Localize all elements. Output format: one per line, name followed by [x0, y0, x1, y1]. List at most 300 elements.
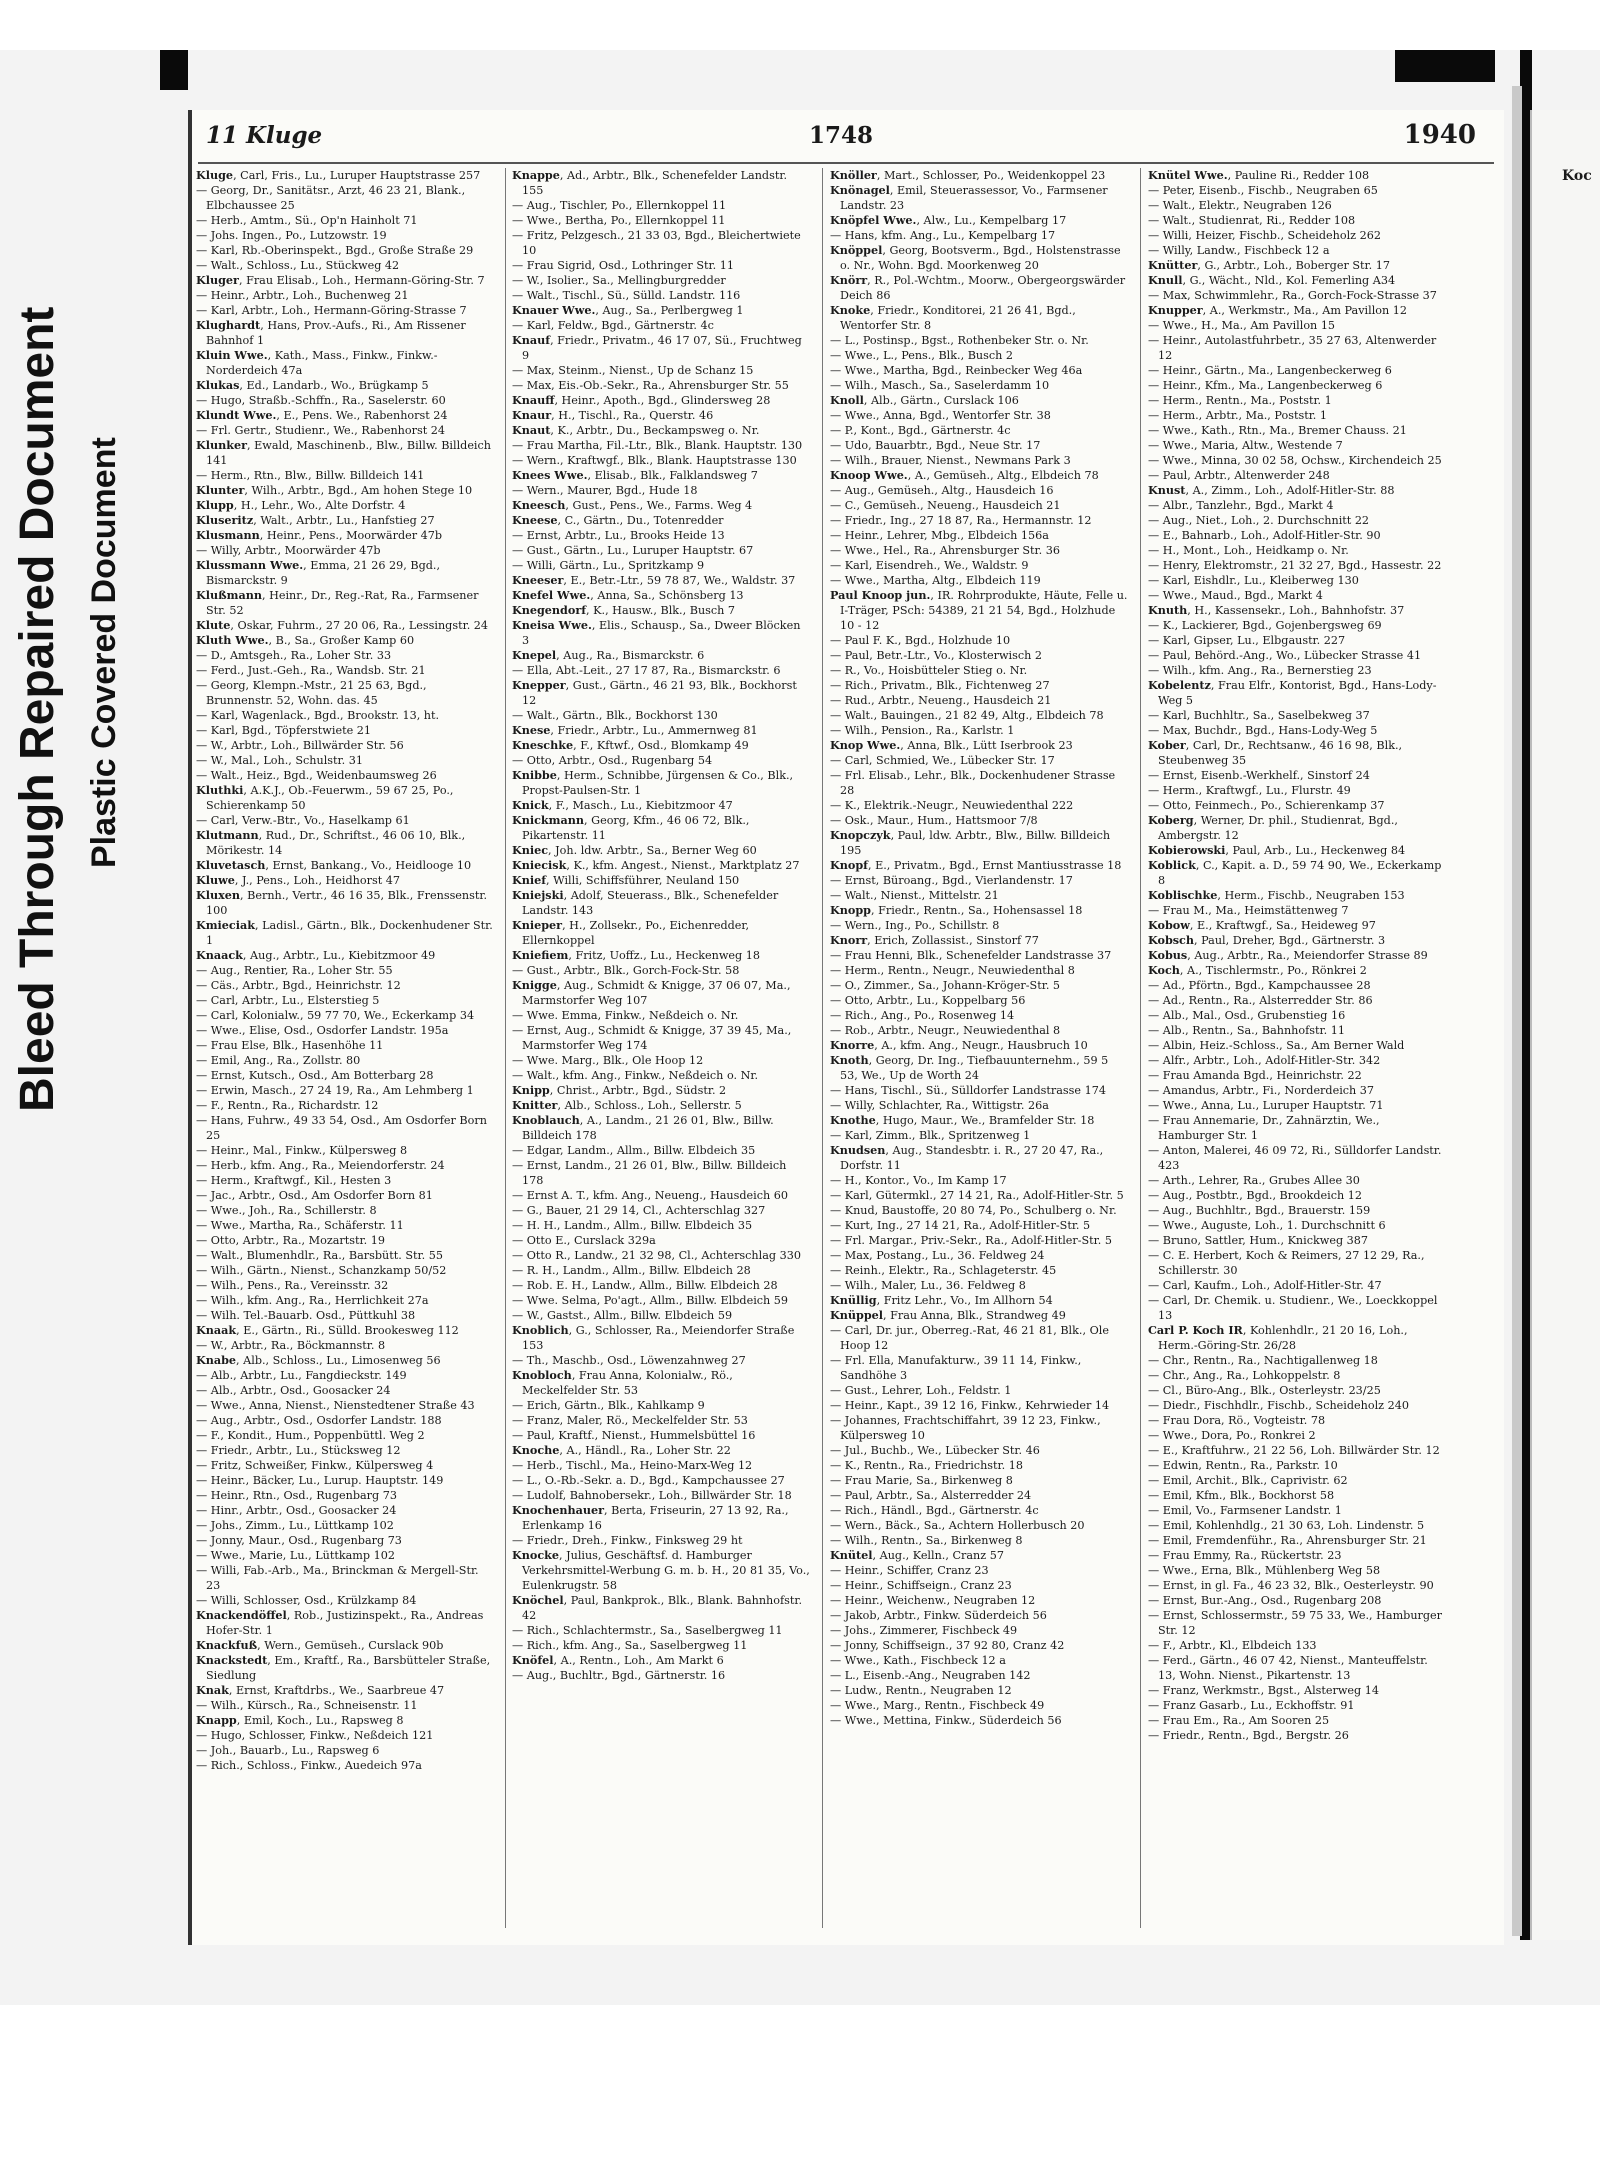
directory-entry: — Friedr., Ing., 27 18 87, Ra., Hermannstr. 12 — [830, 514, 1092, 527]
directory-entry: — Aug., Arbtr., Osd., Osdorfer Landstr. 188 — [196, 1414, 442, 1427]
directory-entry: Kluthki, A.K.J., Ob.-Feuerwm., 59 67 25, Po., Schierenkamp 50 — [196, 783, 454, 812]
column-divider — [822, 168, 823, 1928]
directory-entry: — Erich, Gärtn., Blk., Kahlkamp 9 — [512, 1399, 705, 1412]
directory-entry: — Hugo, Straßb.-Schffn., Ra., Saselerstr. 60 — [196, 394, 446, 407]
directory-entry: Klute, Oskar, Fuhrm., 27 20 06, Ra., Lessingstr. 24 — [196, 618, 489, 632]
directory-entry: — Otto, Arbtr., Lu., Koppelbarg 56 — [830, 994, 1026, 1007]
directory-entry: — Joh., Bauarb., Lu., Rapsweg 6 — [196, 1744, 380, 1757]
directory-entry: Knüllig, Fritz Lehr., Vo., Im Allhorn 54 — [830, 1293, 1053, 1307]
page-header — [206, 118, 1476, 154]
directory-entry: — Max, Schwimmlehr., Ra., Gorch-Fock-Strasse 37 — [1148, 289, 1437, 302]
directory-entry: — Ernst, Eisenb.-Werkhelf., Sinstorf 24 — [1148, 769, 1370, 782]
directory-entry: — Carl, Dr. jur., Oberreg.-Rat, 46 21 81, Blk., Ole Hoop 12 — [830, 1324, 1109, 1352]
directory-entry: — Wwe., Maria, Altw., Westende 7 — [1148, 439, 1343, 452]
directory-entry: — Gust., Lehrer, Loh., Feldstr. 1 — [830, 1384, 1012, 1397]
directory-entry: — Rich., Ang., Po., Rosenweg 14 — [830, 1009, 1015, 1022]
directory-entry: — Heinr., Arbtr., Loh., Buchenweg 21 — [196, 289, 409, 302]
directory-entry: — Walt., Blumenhdlr., Ra., Barsbütt. Str. 55 — [196, 1249, 443, 1262]
directory-entry: — Wwe., Elise, Osd., Osdorfer Landstr. 195a — [196, 1024, 449, 1037]
directory-entry: Kobierowski, Paul, Arb., Lu., Heckenweg 84 — [1148, 843, 1406, 857]
directory-entry: Knees Wwe., Elisab., Blk., Falklandsweg 7 — [512, 468, 758, 482]
directory-entry: — Knud, Baustoffe, 20 80 74, Po., Schulberg o. Nr. — [830, 1204, 1117, 1217]
directory-entry: — Henry, Elektromstr., 21 32 27, Bgd., Hassestr. 22 — [1148, 559, 1442, 572]
directory-entry: — Reinh., Elektr., Ra., Schlageterstr. 45 — [830, 1264, 1057, 1277]
directory-entry: — Walt., Elektr., Neugraben 126 — [1148, 199, 1332, 212]
directory-entry: — Wilh., Kürsch., Ra., Schneisenstr. 11 — [196, 1699, 418, 1712]
directory-entry: Kniejski, Adolf, Steuerass., Blk., Schenefelder Landstr. 143 — [512, 888, 779, 917]
directory-entry: — Heinr., Schiffer, Cranz 23 — [830, 1564, 989, 1577]
directory-entry: — Paul, Betr.-Ltr., Vo., Klosterwisch 2 — [830, 649, 1043, 662]
directory-entry: Knepper, Gust., Gärtn., 46 21 93, Blk., Bockhorst 12 — [512, 678, 797, 707]
directory-entry: — Emil, Kohlenhdlg., 21 30 63, Loh. Lindenstr. 5 — [1148, 1519, 1425, 1532]
directory-entry: — Hans, Fuhrw., 49 33 54, Osd., Am Osdorfer Born 25 — [196, 1114, 487, 1142]
entries-column-2 — [512, 168, 810, 1928]
directory-entry: Knackstedt, Em., Kraftf., Ra., Barsbütteler Straße, Siedlung — [196, 1653, 491, 1682]
directory-entry: Knörr, R., Pol.-Wchtm., Moorw., Obergeorgswärder Deich 86 — [830, 273, 1126, 302]
directory-entry: — Frau Henni, Blk., Schenefelder Landstrasse 37 — [830, 949, 1112, 962]
directory-entry: — C. E. Herbert, Koch & Reimers, 27 12 29, Ra., Schillerstr. 30 — [1148, 1249, 1425, 1277]
directory-entry: — Wilh., Pension., Ra., Karlstr. 1 — [830, 724, 1015, 737]
directory-entry: — Hugo, Schlosser, Finkw., Neßdeich 121 — [196, 1729, 434, 1742]
directory-entry: Knönagel, Emil, Steuerassessor, Vo., Farmsener Landstr. 23 — [830, 183, 1108, 212]
directory-entry: Knütel Wwe., Pauline Ri., Redder 108 — [1148, 168, 1370, 182]
directory-entry: — Alb., Rentn., Sa., Bahnhofstr. 11 — [1148, 1024, 1345, 1037]
directory-entry: — Wilh., Gärtn., Nienst., Schanzkamp 50/52 — [196, 1264, 447, 1277]
directory-entry: Klundt Wwe., E., Pens. We., Rabenhorst 24 — [196, 408, 448, 422]
entries-column-4 — [1148, 168, 1446, 1928]
directory-entry: — Heinr., Lehrer, Mbg., Elbdeich 156a — [830, 529, 1049, 542]
directory-entry: Knaack, Aug., Arbtr., Lu., Kiebitzmoor 49 — [196, 948, 436, 962]
directory-entry: — Johannes, Frachtschiffahrt, 39 12 23, Finkw., Külpersweg 10 — [830, 1414, 1101, 1442]
directory-entry: Knoblauch, A., Landm., 21 26 01, Blw., Billw. Billdeich 178 — [512, 1113, 774, 1142]
directory-entry: — Karl, Gütermkl., 27 14 21, Ra., Adolf-Hitler-Str. 5 — [830, 1189, 1124, 1202]
directory-entry: Koblick, C., Kapit. a. D., 59 74 90, We., Eckerkamp 8 — [1148, 858, 1442, 887]
directory-entry: — Wwe., Auguste, Loh., 1. Durchschnitt 6 — [1148, 1219, 1386, 1232]
directory-entry: — Erwin, Masch., 27 24 19, Ra., Am Lehmberg 1 — [196, 1084, 474, 1097]
directory-entry: — Frau M., Ma., Heimstättenweg 7 — [1148, 904, 1349, 917]
directory-entry: — D., Amtsgeh., Ra., Loher Str. 33 — [196, 649, 392, 662]
directory-entry: — Frau Emmy, Ra., Rückertstr. 23 — [1148, 1549, 1342, 1562]
directory-entry: — Frau Em., Ra., Am Sooren 25 — [1148, 1714, 1330, 1727]
directory-entry: — Hinr., Arbtr., Osd., Goosacker 24 — [196, 1504, 397, 1517]
directory-entry: Knütter, G., Arbtr., Loh., Boberger Str. 17 — [1148, 258, 1390, 272]
directory-entry: Kober, Carl, Dr., Rechtsanw., 46 16 98, Blk., Steubenweg 35 — [1148, 738, 1403, 767]
directory-entry: — W., Arbtr., Ra., Böckmannstr. 8 — [196, 1339, 386, 1352]
directory-entry: — Herm., Arbtr., Ma., Poststr. 1 — [1148, 409, 1328, 422]
directory-entry: Kneesch, Gust., Pens., We., Farms. Weg 4 — [512, 498, 753, 512]
directory-entry: — Frau Else, Blk., Hasenhöhe 11 — [196, 1039, 384, 1052]
directory-entry: Knief, Willi, Schiffsführer, Neuland 150 — [512, 873, 740, 887]
directory-entry: — R. H., Landm., Allm., Billw. Elbdeich 28 — [512, 1264, 751, 1277]
directory-entry: — Amandus, Arbtr., Fi., Norderdeich 37 — [1148, 1084, 1375, 1097]
directory-entry: Kluge, Carl, Fris., Lu., Luruper Hauptstrasse 257 — [196, 168, 481, 182]
directory-entry: — Paul F. K., Bgd., Holzhude 10 — [830, 634, 1011, 647]
directory-entry: — Ernst, Büroang., Bgd., Vierlandenstr. 17 — [830, 874, 1073, 887]
directory-page — [188, 110, 1504, 1945]
directory-entry: Knauff, Heinr., Apoth., Bgd., Glindersweg 28 — [512, 393, 771, 407]
directory-entry: Knothe, Hugo, Maur., We., Bramfelder Str. 18 — [830, 1113, 1095, 1127]
directory-entry: Knick, F., Masch., Lu., Kiebitzmoor 47 — [512, 798, 733, 812]
directory-entry: Klughardt, Hans, Prov.-Aufs., Ri., Am Rissener Bahnhof 1 — [196, 318, 466, 347]
directory-entry: Knöller, Mart., Schlosser, Po., Weidenkoppel 23 — [830, 168, 1106, 182]
directory-entry: — F., Rentn., Ra., Richardstr. 12 — [196, 1099, 379, 1112]
directory-entry: — Anton, Malerei, 46 09 72, Ri., Sülldorfer Landstr. 423 — [1148, 1144, 1442, 1172]
directory-entry: — K., Rentn., Ra., Friedrichstr. 18 — [830, 1459, 1023, 1472]
directory-entry: — Fritz, Schweißer, Finkw., Külpersweg 4 — [196, 1459, 434, 1472]
directory-entry: — Wwe., Kath., Rtn., Ma., Bremer Chauss. 21 — [1148, 424, 1407, 437]
directory-entry: Kluvetasch, Ernst, Bankang., Vo., Heidlooge 10 — [196, 858, 472, 872]
directory-entry: — Aug., Buchhltr., Bgd., Brauerstr. 159 — [1148, 1204, 1371, 1217]
directory-entry: — Wwe., Dora, Po., Ronkrei 2 — [1148, 1429, 1316, 1442]
directory-entry: — Max, Steinm., Nienst., Up de Schanz 15 — [512, 364, 754, 377]
directory-entry: — Heinr., Schiffseign., Cranz 23 — [830, 1579, 1012, 1592]
adjacent-page — [1530, 110, 1600, 1940]
directory-entry: Knoth, Georg, Dr. Ing., Tiefbauunternehm., 59 5 53, We., Up de Worth 24 — [830, 1053, 1109, 1082]
directory-entry: — Ernst, Schlossermstr., 59 75 33, We., Hamburger Str. 12 — [1148, 1609, 1443, 1637]
directory-entry: Knese, Friedr., Arbtr., Lu., Ammernweg 81 — [512, 723, 758, 737]
directory-entry: Knak, Ernst, Kraftdrbs., We., Saarbreue 47 — [196, 1683, 445, 1697]
directory-entry: Knorr, Erich, Zollassist., Sinstorf 77 — [830, 933, 1039, 947]
directory-entry: — Emil, Archit., Blk., Caprivistr. 62 — [1148, 1474, 1348, 1487]
directory-entry: — Franz, Werkmstr., Bgst., Alsterweg 14 — [1148, 1684, 1380, 1697]
directory-entry: — Alb., Arbtr., Osd., Goosacker 24 — [196, 1384, 391, 1397]
directory-entry: — Otto R., Landw., 21 32 98, Cl., Achterschlag 330 — [512, 1249, 801, 1262]
directory-entry: Knaut, K., Arbtr., Du., Beckampsweg o. Nr. — [512, 423, 760, 437]
directory-entry: Klutmann, Rud., Dr., Schriftst., 46 06 10, Blk., Mörikestr. 14 — [196, 828, 466, 857]
column-divider — [1140, 168, 1141, 1928]
directory-entry: — Aug., Niet., Loh., 2. Durchschnitt 22 — [1148, 514, 1370, 527]
directory-entry: — Ella, Abt.-Leit., 27 17 87, Ra., Bismarckstr. 6 — [512, 664, 781, 677]
directory-entry: Knudsen, Aug., Standesbtr. i. R., 27 20 47, Ra., Dorfstr. 11 — [830, 1143, 1104, 1172]
directory-entry: — Albin, Heiz.-Schloss., Sa., Am Berner Wald — [1148, 1039, 1405, 1052]
directory-entry: Knütel, Aug., Kelln., Cranz 57 — [830, 1548, 1004, 1562]
directory-entry: Kneese, C., Gärtn., Du., Totenredder — [512, 513, 724, 527]
directory-entry: Knüppel, Frau Anna, Blk., Strandweg 49 — [830, 1308, 1066, 1322]
directory-entry: — Paul, Arbtr., Sa., Alsterredder 24 — [830, 1489, 1032, 1502]
directory-entry: — Cäs., Arbtr., Bgd., Heinrichstr. 12 — [196, 979, 401, 992]
directory-entry: — Rich., Privatm., Blk., Fichtenweg 27 — [830, 679, 1050, 692]
directory-entry: Knochenhauer, Berta, Friseurin, 27 13 92, Ra., Erlenkamp 16 — [512, 1503, 789, 1532]
directory-entry: — Frau Annemarie, Dr., Zahnärztin, We., Hamburger Str. 1 — [1148, 1114, 1380, 1142]
directory-entry: — Frl. Elisab., Lehr., Blk., Dockenhudener Strasse 28 — [830, 769, 1116, 797]
directory-entry: — Heinr., Mal., Finkw., Külpersweg 8 — [196, 1144, 408, 1157]
directory-entry: — Ferd., Gärtn., 46 07 42, Nienst., Manteuffelstr. 13, Wohn. Nienst., Pikartenstr. 13 — [1148, 1654, 1428, 1682]
directory-entry: — Heinr., Weichenw., Neugraben 12 — [830, 1594, 1036, 1607]
directory-entry: — Otto, Feinmech., Po., Schierenkamp 37 — [1148, 799, 1385, 812]
directory-entry: — Wwe., Anna, Nienst., Nienstedtener Straße 43 — [196, 1399, 475, 1412]
directory-entry: Knopczyk, Paul, ldw. Arbtr., Blw., Billw. Billdeich 195 — [830, 828, 1111, 857]
directory-entry: — Ludw., Rentn., Neugraben 12 — [830, 1684, 1012, 1697]
directory-entry: — Frl. Margar., Priv.-Sekr., Ra., Adolf-Hitler-Str. 5 — [830, 1234, 1113, 1247]
directory-entry: — Karl, Rb.-Oberinspekt., Bgd., Große Straße 29 — [196, 244, 474, 257]
directory-entry: Kluseritz, Walt., Arbtr., Lu., Hanfstieg 27 — [196, 513, 435, 527]
page-edge-shadow — [1512, 86, 1522, 1936]
directory-entry: Knibbe, Herm., Schnibbe, Jürgensen & Co., Blk., Propst-Paulsen-Str. 1 — [512, 768, 794, 797]
directory-entry: Knopp, Friedr., Rentn., Sa., Hohensassel 18 — [830, 903, 1083, 917]
directory-entry: Kobsch, Paul, Dreher, Bgd., Gärtnerstr. 3 — [1148, 933, 1386, 947]
directory-entry: Klusmann, Heinr., Pens., Moorwärder 47b — [196, 528, 443, 542]
directory-entry: — Herb., kfm. Ang., Ra., Meiendorferstr. 24 — [196, 1159, 445, 1172]
directory-entry: — F., Kondit., Hum., Poppenbüttl. Weg 2 — [196, 1429, 425, 1442]
directory-entry: Kniecisk, K., kfm. Angest., Nienst., Marktplatz 27 — [512, 858, 800, 872]
directory-entry: — Aug., Rentier, Ra., Loher Str. 55 — [196, 964, 393, 977]
directory-entry: — Ernst, Kutsch., Osd., Am Botterbarg 28 — [196, 1069, 434, 1082]
directory-entry: — Wwe., Kath., Fischbeck 12 a — [830, 1654, 1006, 1667]
directory-entry: — H. H., Landm., Allm., Billw. Elbdeich 35 — [512, 1219, 753, 1232]
directory-entry: — Georg, Dr., Sanitätsr., Arzt, 46 23 21, Blank., Elbchaussee 25 — [196, 184, 466, 212]
directory-entry: — Wwe., Hel., Ra., Ahrensburger Str. 36 — [830, 544, 1060, 557]
directory-entry: Knaak, E., Gärtn., Ri., Sülld. Brookesweg 112 — [196, 1323, 459, 1337]
directory-entry: — Jonny, Maur., Osd., Rugenbarg 73 — [196, 1534, 402, 1547]
directory-entry: — Carl, Arbtr., Lu., Elsterstieg 5 — [196, 994, 380, 1007]
directory-entry: — Herm., Rentn., Neugr., Neuwiedenthal 8 — [830, 964, 1075, 977]
directory-entry: — Karl, Buchhltr., Sa., Saselbekweg 37 — [1148, 709, 1370, 722]
directory-entry: Knaur, H., Tischl., Ra., Querstr. 46 — [512, 408, 714, 422]
directory-entry: — Ferd., Just.-Geh., Ra., Wandsb. Str. 21 — [196, 664, 426, 677]
directory-entry: — Herm., Kraftwgf., Kil., Hesten 3 — [196, 1174, 392, 1187]
directory-entry: Koberg, Werner, Dr. phil., Studienrat, Bgd., Ambergstr. 12 — [1148, 813, 1398, 842]
directory-entry: Knop Wwe., Anna, Blk., Lütt Iserbrook 23 — [830, 738, 1073, 752]
directory-entry: — Th., Maschb., Osd., Löwenzahnweg 27 — [512, 1354, 746, 1367]
directory-entry: Knopf, E., Privatm., Bgd., Ernst Mantiusstrasse 18 — [830, 858, 1122, 872]
directory-entry: — E., Bahnarb., Loh., Adolf-Hitler-Str. 90 — [1148, 529, 1381, 542]
directory-entry: — K., Elektrik.-Neugr., Neuwiedenthal 222 — [830, 799, 1074, 812]
directory-entry: — Wwe., Anna, Lu., Luruper Hauptstr. 71 — [1148, 1099, 1384, 1112]
directory-entry: Kmieciak, Ladisl., Gärtn., Blk., Dockenhudener Str. 1 — [196, 918, 493, 947]
directory-entry: — Wwe., H., Ma., Am Pavillon 15 — [1148, 319, 1336, 332]
directory-entry: — E., Kraftfuhrw., 21 22 56, Loh. Billwärder Str. 12 — [1148, 1444, 1440, 1457]
directory-entry: — Wwe., Martha, Bgd., Reinbecker Weg 46a — [830, 364, 1083, 377]
directory-entry: — Frau Martha, Fil.-Ltr., Blk., Blank. Hauptstr. 130 — [512, 439, 803, 452]
directory-entry: Knabe, Alb., Schloss., Lu., Limosenweg 56 — [196, 1353, 441, 1367]
directory-entry: — Georg, Klempn.-Mstr., 21 25 63, Bgd., Brunnenstr. 52, Wohn. das. 45 — [196, 679, 427, 707]
directory-entry: — W., Arbtr., Loh., Billwärder Str. 56 — [196, 739, 404, 752]
directory-entry: — H., Kontor., Vo., Im Kamp 17 — [830, 1174, 1007, 1187]
directory-entry: — Karl, Gipser, Lu., Elbgaustr. 227 — [1148, 634, 1346, 647]
directory-entry: — Wern., Bäck., Sa., Achtern Hollerbusch 20 — [830, 1519, 1085, 1532]
directory-entry: Kluger, Frau Elisab., Loh., Hermann-Göring-Str. 7 — [196, 273, 485, 287]
scan-corner-top-left — [160, 50, 188, 90]
directory-entry: — Frau Dora, Rö., Vogteistr. 78 — [1148, 1414, 1326, 1427]
directory-entry: — Jul., Buchb., We., Lübecker Str. 46 — [830, 1444, 1040, 1457]
directory-entry: — Gust., Gärtn., Lu., Luruper Hauptstr. 67 — [512, 544, 754, 557]
directory-entry: — Heinr., Kapt., 39 12 16, Finkw., Kehrwieder 14 — [830, 1399, 1110, 1412]
directory-entry: — Edgar, Landm., Allm., Billw. Elbdeich 35 — [512, 1144, 756, 1157]
directory-entry: — Walt., Gärtn., Blk., Bockhorst 130 — [512, 709, 718, 722]
adjacent-page-fragment: Koc — [1562, 168, 1592, 184]
directory-entry: — Franz Gasarb., Lu., Eckhoffstr. 91 — [1148, 1699, 1355, 1712]
directory-entry: — Willi, Gärtn., Lu., Spritzkamp 9 — [512, 559, 705, 572]
directory-entry: — Wwe., L., Pens., Blk., Busch 2 — [830, 349, 1014, 362]
directory-entry: — Ernst A. T., kfm. Ang., Neueng., Hausdeich 60 — [512, 1189, 788, 1202]
directory-entry: — Rich., Schloss., Finkw., Auedeich 97a — [196, 1759, 422, 1772]
directory-entry: Knauer Wwe., Aug., Sa., Perlbergweg 1 — [512, 303, 744, 317]
directory-entry: — Rich., kfm. Ang., Sa., Saselbergweg 11 — [512, 1639, 748, 1652]
directory-entry: — Herm., Kraftwgf., Lu., Flurstr. 49 — [1148, 784, 1351, 797]
directory-entry: — Cl., Büro-Ang., Blk., Osterleystr. 23/25 — [1148, 1384, 1381, 1397]
directory-entry: Knoop Wwe., A., Gemüseh., Altg., Elbdeich 78 — [830, 468, 1099, 482]
directory-entry: — Karl, Wagenlack., Bgd., Brookstr. 13, ht. — [196, 709, 440, 722]
directory-entry: — Herm., Rtn., Blw., Billw. Billdeich 141 — [196, 469, 425, 482]
directory-entry: — Emil, Ang., Ra., Zollstr. 80 — [196, 1054, 361, 1067]
directory-entry: — Carl, Schmied, We., Lübecker Str. 17 — [830, 754, 1055, 767]
directory-entry: Knöpfel Wwe., Alw., Lu., Kempelbarg 17 — [830, 213, 1067, 227]
directory-entry: — G., Bauer, 21 29 14, Cl., Achterschlag 327 — [512, 1204, 766, 1217]
directory-entry: — Wwe., Martha, Ra., Schäferstr. 11 — [196, 1219, 404, 1232]
directory-entry: Klunker, Ewald, Maschinenb., Blw., Billw. Billdeich 141 — [196, 438, 491, 467]
directory-entry: — Wern., Kraftwgf., Blk., Blank. Hauptstrasse 130 — [512, 454, 797, 467]
directory-entry: — Heinr., Autolastfuhrbetr., 35 27 63, Altenwerder 12 — [1148, 334, 1437, 362]
directory-entry: Knuth, H., Kassensekr., Loh., Bahnhofstr. 37 — [1148, 603, 1405, 617]
directory-entry: Knoche, A., Händl., Ra., Loher Str. 22 — [512, 1443, 731, 1457]
directory-entry: — Wwe., Joh., Ra., Schillerstr. 8 — [196, 1204, 377, 1217]
directory-entry: — Frl. Gertr., Studienr., We., Rabenhorst 24 — [196, 424, 445, 437]
directory-entry: Klukas, Ed., Landarb., Wo., Brügkamp 5 — [196, 378, 429, 392]
column-divider — [505, 168, 506, 1928]
directory-entry: Knöppel, Georg, Bootsverm., Bgd., Holstenstrasse o. Nr., Wohn. Bgd. Moorkenweg 20 — [830, 243, 1121, 272]
directory-entry: Knackfuß, Wern., Gemüseh., Curslack 90b — [196, 1638, 444, 1652]
directory-entry: — K., Lackierer, Bgd., Gojenbergsweg 69 — [1148, 619, 1382, 632]
directory-entry: — Max, Eis.-Ob.-Sekr., Ra., Ahrensburger Str. 55 — [512, 379, 789, 392]
directory-entry: — Wwe., Marie, Lu., Lüttkamp 102 — [196, 1549, 395, 1562]
directory-entry: — Ad., Rentn., Ra., Alsterredder Str. 86 — [1148, 994, 1373, 1007]
directory-entry: — Karl, Arbtr., Loh., Hermann-Göring-Strasse 7 — [196, 304, 467, 317]
directory-entry: Knitter, Alb., Schloss., Loh., Sellerstr. 5 — [512, 1098, 742, 1112]
directory-entry: — Jac., Arbtr., Osd., Am Osdorfer Born 81 — [196, 1189, 433, 1202]
directory-entry: — Wilh., Rentn., Sa., Birkenweg 8 — [830, 1534, 1023, 1547]
directory-entry: Knocke, Julius, Geschäftsf. d. Hamburger Verkehrsmittel-Werbung G. m. b. H., 20 81 35, Vo., Eulenkrugstr. 58 — [512, 1548, 810, 1592]
directory-entry: — Carl, Kaufm., Loh., Adolf-Hitler-Str. 47 — [1148, 1279, 1382, 1292]
directory-entry: Knupper, A., Werkmstr., Ma., Am Pavillon 12 — [1148, 303, 1407, 317]
directory-entry: — Wwe. Marg., Blk., Ole Hoop 12 — [512, 1054, 704, 1067]
directory-entry: — Herm., Rentn., Ma., Poststr. 1 — [1148, 394, 1332, 407]
directory-entry: Knull, G., Wächt., Nld., Kol. Femerling A34 — [1148, 273, 1396, 287]
directory-entry: — Wwe., Erna, Blk., Mühlenberg Weg 58 — [1148, 1564, 1381, 1577]
directory-entry: Carl P. Koch IR, Kohlenhdlr., 21 20 16, Loh., Herm.-Göring-Str. 26/28 — [1148, 1323, 1408, 1352]
directory-entry: Kneeser, E., Betr.-Ltr., 59 78 87, We., Waldstr. 37 — [512, 573, 796, 587]
directory-entry: Kluth Wwe., B., Sa., Großer Kamp 60 — [196, 633, 415, 647]
directory-entry: — Wwe., Marg., Rentn., Fischbeck 49 — [830, 1699, 1045, 1712]
directory-entry: — Max, Buchdr., Bgd., Hans-Lody-Weg 5 — [1148, 724, 1378, 737]
header-page-number: 1748 — [808, 122, 873, 149]
directory-entry: — Frl. Ella, Manufakturw., 39 11 14, Finkw., Sandhöhe 3 — [830, 1354, 1082, 1382]
header-year: 1940 — [1403, 120, 1476, 150]
directory-entry: Koch, A., Tischlermstr., Po., Rönkrei 2 — [1148, 963, 1367, 977]
directory-entry: Knöfel, A., Rentn., Loh., Am Markt 6 — [512, 1653, 724, 1667]
directory-entry: — Hans, kfm. Ang., Lu., Kempelbarg 17 — [830, 229, 1056, 242]
directory-entry: Kluin Wwe., Kath., Mass., Finkw., Finkw.-Norderdeich 47a — [196, 348, 438, 377]
directory-entry: — Alfr., Arbtr., Loh., Adolf-Hitler-Str. 342 — [1148, 1054, 1381, 1067]
directory-entry: — R., Vo., Hoisbütteler Stieg o. Nr. — [830, 664, 1028, 677]
directory-entry: Kneschke, F., Kftwf., Osd., Blomkamp 49 — [512, 738, 749, 752]
scan-corner-top-right — [1395, 50, 1495, 82]
directory-entry: — Osk., Maur., Hum., Hattsmoor 7/8 — [830, 814, 1038, 827]
directory-entry: — Willi, Schlosser, Osd., Krülzkamp 84 — [196, 1594, 417, 1607]
directory-entry: — Ernst, in gl. Fa., 46 23 32, Blk., Oesterleystr. 90 — [1148, 1579, 1434, 1592]
directory-entry: — Ernst, Landm., 21 26 01, Blw., Billw. Billdeich 178 — [512, 1159, 787, 1187]
directory-entry: — Johs., Zimm., Lu., Lüttkamp 102 — [196, 1519, 394, 1532]
directory-entry: — Karl, Zimm., Blk., Spritzenweg 1 — [830, 1129, 1031, 1142]
directory-entry: — Frau Amanda Bgd., Heinrichstr. 22 — [1148, 1069, 1362, 1082]
directory-entry: — Otto, Arbtr., Osd., Rugenbarg 54 — [512, 754, 713, 767]
directory-entry: Kluxen, Bernh., Vertr., 46 16 35, Blk., Frenssenstr. 100 — [196, 888, 488, 917]
directory-entry: — Ernst, Aug., Schmidt & Knigge, 37 39 45, Ma., Marmstorfer Weg 174 — [512, 1024, 792, 1052]
directory-entry: — F., Arbtr., Kl., Elbdeich 133 — [1148, 1639, 1317, 1652]
directory-entry: — Emil, Kfm., Blk., Bockhorst 58 — [1148, 1489, 1335, 1502]
directory-entry: — Wilh., Pens., Ra., Vereinsstr. 32 — [196, 1279, 389, 1292]
directory-entry: — Bruno, Sattler, Hum., Knickweg 387 — [1148, 1234, 1369, 1247]
directory-entry: — Jakob, Arbtr., Finkw. Süderdeich 56 — [830, 1609, 1047, 1622]
directory-entry: — Walt., Tischl., Sü., Sülld. Landstr. 116 — [512, 289, 741, 302]
directory-entry: — Chr., Rentn., Ra., Nachtigallenweg 18 — [1148, 1354, 1378, 1367]
directory-entry: — Heinr., Gärtn., Ma., Langenbeckerweg 6 — [1148, 364, 1392, 377]
directory-entry: — L., Eisenb.-Ang., Neugraben 142 — [830, 1669, 1031, 1682]
directory-entry: — Willy, Schlachter, Ra., Wittigstr. 26a — [830, 1099, 1049, 1112]
directory-entry: — Wern., Maurer, Bgd., Hude 18 — [512, 484, 698, 497]
directory-entry: Knappe, Ad., Arbtr., Blk., Schenefelder Landstr. 155 — [512, 168, 787, 197]
directory-entry: — Jonny, Schiffseign., 37 92 80, Cranz 42 — [830, 1639, 1065, 1652]
directory-entry: — L., O.-Rb.-Sekr. a. D., Bgd., Kampchaussee 27 — [512, 1474, 785, 1487]
directory-entry: Kobelentz, Frau Elfr., Kontorist, Bgd., Hans-Lody-Weg 5 — [1148, 678, 1437, 707]
directory-entry: — W., Gastst., Allm., Billw. Elbdeich 59 — [512, 1309, 733, 1322]
directory-entry: — Frau Sigrid, Osd., Lothringer Str. 11 — [512, 259, 734, 272]
directory-entry: — Aug., Postbtr., Bgd., Brookdeich 12 — [1148, 1189, 1363, 1202]
directory-entry: — Hans, Tischl., Sü., Sülldorfer Landstrasse 174 — [830, 1084, 1106, 1097]
directory-entry: — Friedr., Arbtr., Lu., Stücksweg 12 — [196, 1444, 401, 1457]
directory-entry: — Friedr., Rentn., Bgd., Bergstr. 26 — [1148, 1729, 1349, 1742]
entries-column-3 — [830, 168, 1128, 1928]
directory-entry: — Rich., Händl., Bgd., Gärtnerstr. 4c — [830, 1504, 1039, 1517]
directory-entry: — Kurt, Ing., 27 14 21, Ra., Adolf-Hitler-Str. 5 — [830, 1219, 1091, 1232]
directory-entry: — W., Isolier., Sa., Mellingburgredder — [512, 274, 726, 287]
directory-entry: — Albr., Tanzlehr., Bgd., Markt 4 — [1148, 499, 1334, 512]
header-rule — [198, 162, 1494, 164]
directory-entry: — Carl, Dr. Chemik. u. Studienr., We., Loeckkoppel 13 — [1148, 1294, 1438, 1322]
directory-entry: Kneisa Wwe., Elis., Schausp., Sa., Dweer Blöcken 3 — [512, 618, 801, 647]
directory-entry: — Walt., Heiz., Bgd., Weidenbaumsweg 26 — [196, 769, 437, 782]
directory-entry: — Heinr., Rtn., Osd., Rugenbarg 73 — [196, 1489, 397, 1502]
directory-entry: — Ernst, Arbtr., Lu., Brooks Heide 13 — [512, 529, 725, 542]
directory-entry: Knobloch, Frau Anna, Kolonialw., Rö., Meckelfelder Str. 53 — [512, 1368, 733, 1397]
directory-entry: — Alb., Mal., Osd., Grubenstieg 16 — [1148, 1009, 1346, 1022]
directory-entry: — Johs. Ingen., Po., Lutzowstr. 19 — [196, 229, 387, 242]
directory-entry: — Chr., Ang., Ra., Lohkoppelstr. 8 — [1148, 1369, 1341, 1382]
directory-entry: — H., Mont., Loh., Heidkamp o. Nr. — [1148, 544, 1349, 557]
directory-entry: — Walt., Nienst., Mittelstr. 21 — [830, 889, 999, 902]
directory-entry: Knöchel, Paul, Bankprok., Blk., Blank. Bahnhofstr. 42 — [512, 1593, 803, 1622]
directory-entry: Knipp, Christ., Arbtr., Bgd., Südstr. 2 — [512, 1083, 727, 1097]
directory-entry: — Edwin, Rentn., Ra., Parkstr. 10 — [1148, 1459, 1338, 1472]
directory-entry: — Udo, Bauarbtr., Bgd., Neue Str. 17 — [830, 439, 1041, 452]
directory-entry: — Willy, Landw., Fischbeck 12 a — [1148, 244, 1330, 257]
directory-entry: — Alb., Arbtr., Lu., Fangdieckstr. 149 — [196, 1369, 407, 1382]
directory-entry: — Ad., Pförtn., Bgd., Kampchaussee 28 — [1148, 979, 1371, 992]
directory-entry: — Willy, Arbtr., Moorwärder 47b — [196, 544, 381, 557]
directory-entry: — Emil, Fremdenführ., Ra., Ahrensburger Str. 21 — [1148, 1534, 1427, 1547]
directory-entry: — Frau Marie, Sa., Birkenweg 8 — [830, 1474, 1013, 1487]
directory-entry: — Karl, Feldw., Bgd., Gärtnerstr. 4c — [512, 319, 714, 332]
directory-entry: — P., Kont., Bgd., Gärtnerstr. 4c — [830, 424, 1011, 437]
directory-entry: — Paul, Behörd.-Ang., Wo., Lübecker Strasse 41 — [1148, 649, 1422, 662]
plastic-covered-label: Plastic Covered Document — [85, 437, 123, 868]
directory-entry: Knefel Wwe., Anna, Sa., Schönsberg 13 — [512, 588, 744, 602]
directory-entry: Koblischke, Herm., Fischb., Neugraben 153 — [1148, 888, 1405, 902]
directory-entry: Kluwe, J., Pens., Loh., Heidhorst 47 — [196, 873, 400, 887]
directory-entry: Klussmann Wwe., Emma, 21 26 29, Bgd., Bismarckstr. 9 — [196, 558, 441, 587]
directory-entry: Knoblich, G., Schlosser, Ra., Meiendorfer Straße 153 — [512, 1323, 795, 1352]
directory-entry: — Johs., Zimmerer, Fischbeck 49 — [830, 1624, 1018, 1637]
directory-entry: — Karl, Bgd., Töpferstwiete 21 — [196, 724, 371, 737]
